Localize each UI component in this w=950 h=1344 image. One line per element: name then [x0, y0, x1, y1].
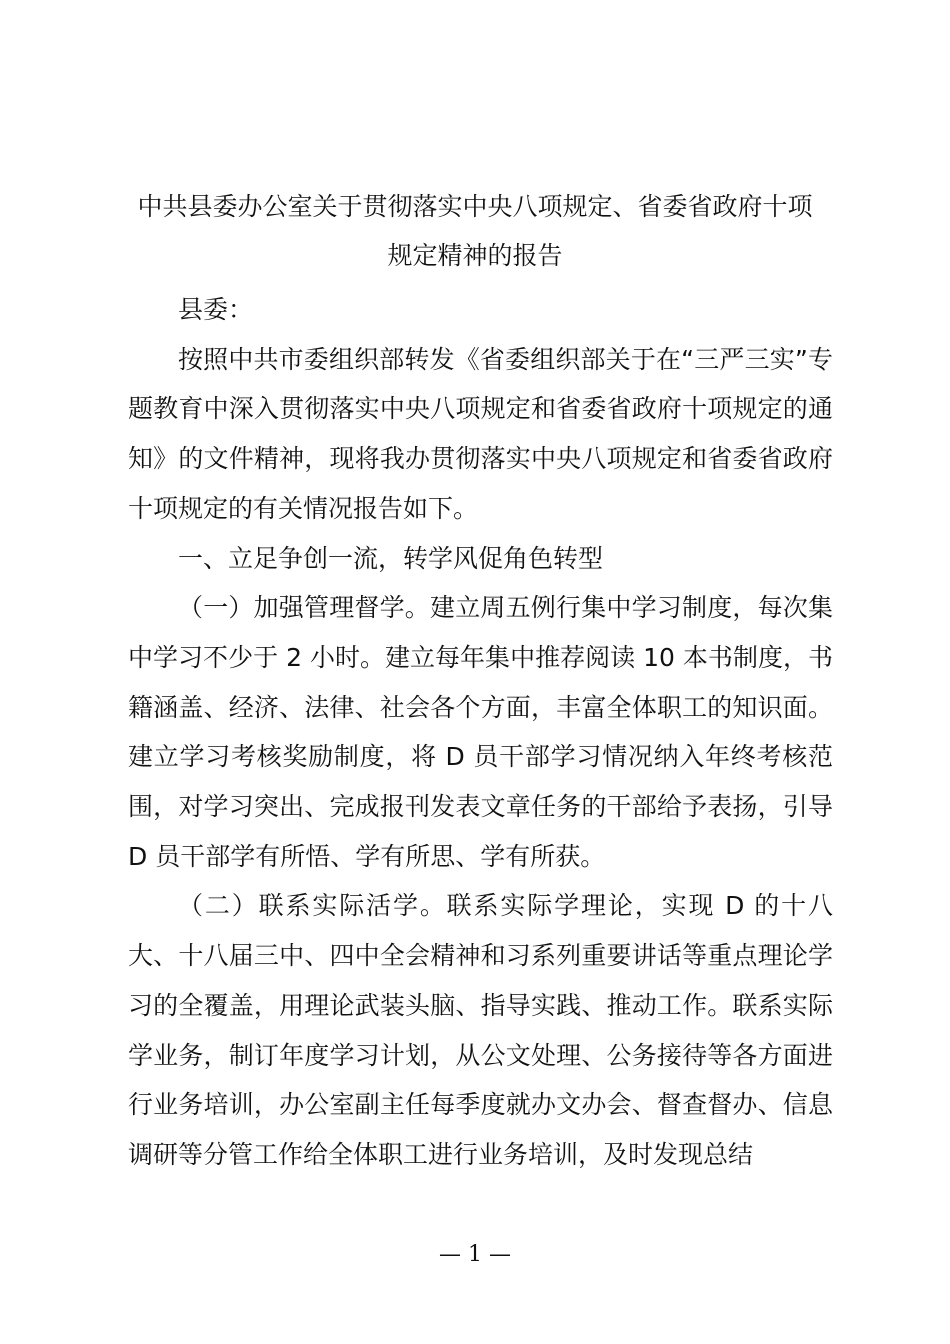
document-body: [128, 285, 833, 1180]
document-title-line-1: 中共县委办公室关于贯彻落实中央八项规定、省委省政府十项: [137, 192, 813, 221]
section-heading: 一、立足争创一流，转学风促角色转型: [178, 543, 604, 573]
document-title-line-2: 规定精神的报告: [387, 241, 563, 270]
paragraph-item-1: （一）加强管理督学。建立周五例行集中学习制度，每次集中学习不少于 2 小时。建立每年集中推荐阅读 10 本书制度，书籍涵盖、经济、法律、社会各个方面，丰富全体职工的知识面。建立学习考核奖励制度，将 D 员干部学习情况纳入年终考核范围，对学习突出、完成报刊发表文章任务的干部给予表扬，引导 D 员干部学有所悟、学有所思、学有所获。: [128, 593, 833, 871]
paragraph-intro: 按照中共市委组织部转发《省委组织部关于在“三严三实”专题教育中深入贯彻落实中央八项规定和省委省政府十项规定的通知》的文件精神，现将我办贯彻落实中央八项规定和省委省政府十项规定的有关情况报告如下。: [128, 344, 833, 523]
salutation: 县委：: [178, 295, 254, 324]
page-number: — 1 —: [439, 1242, 511, 1267]
paragraph-item-2: （二）联系实际活学。联系实际学理论，实现 D 的十八大、十八届三中、四中全会精神和习系列重要讲话等重点理论学习的全覆盖，用理论武装头脑、指导实践、推动工作。联系实际学业务，制订年度学习计划，从公文处理、公务接待等各方面进行业务培训，办公室副主任每季度就办文办会、督查督办、信息调研等分管工作给全体职工进行业务培训，及时发现总结: [128, 891, 833, 1169]
